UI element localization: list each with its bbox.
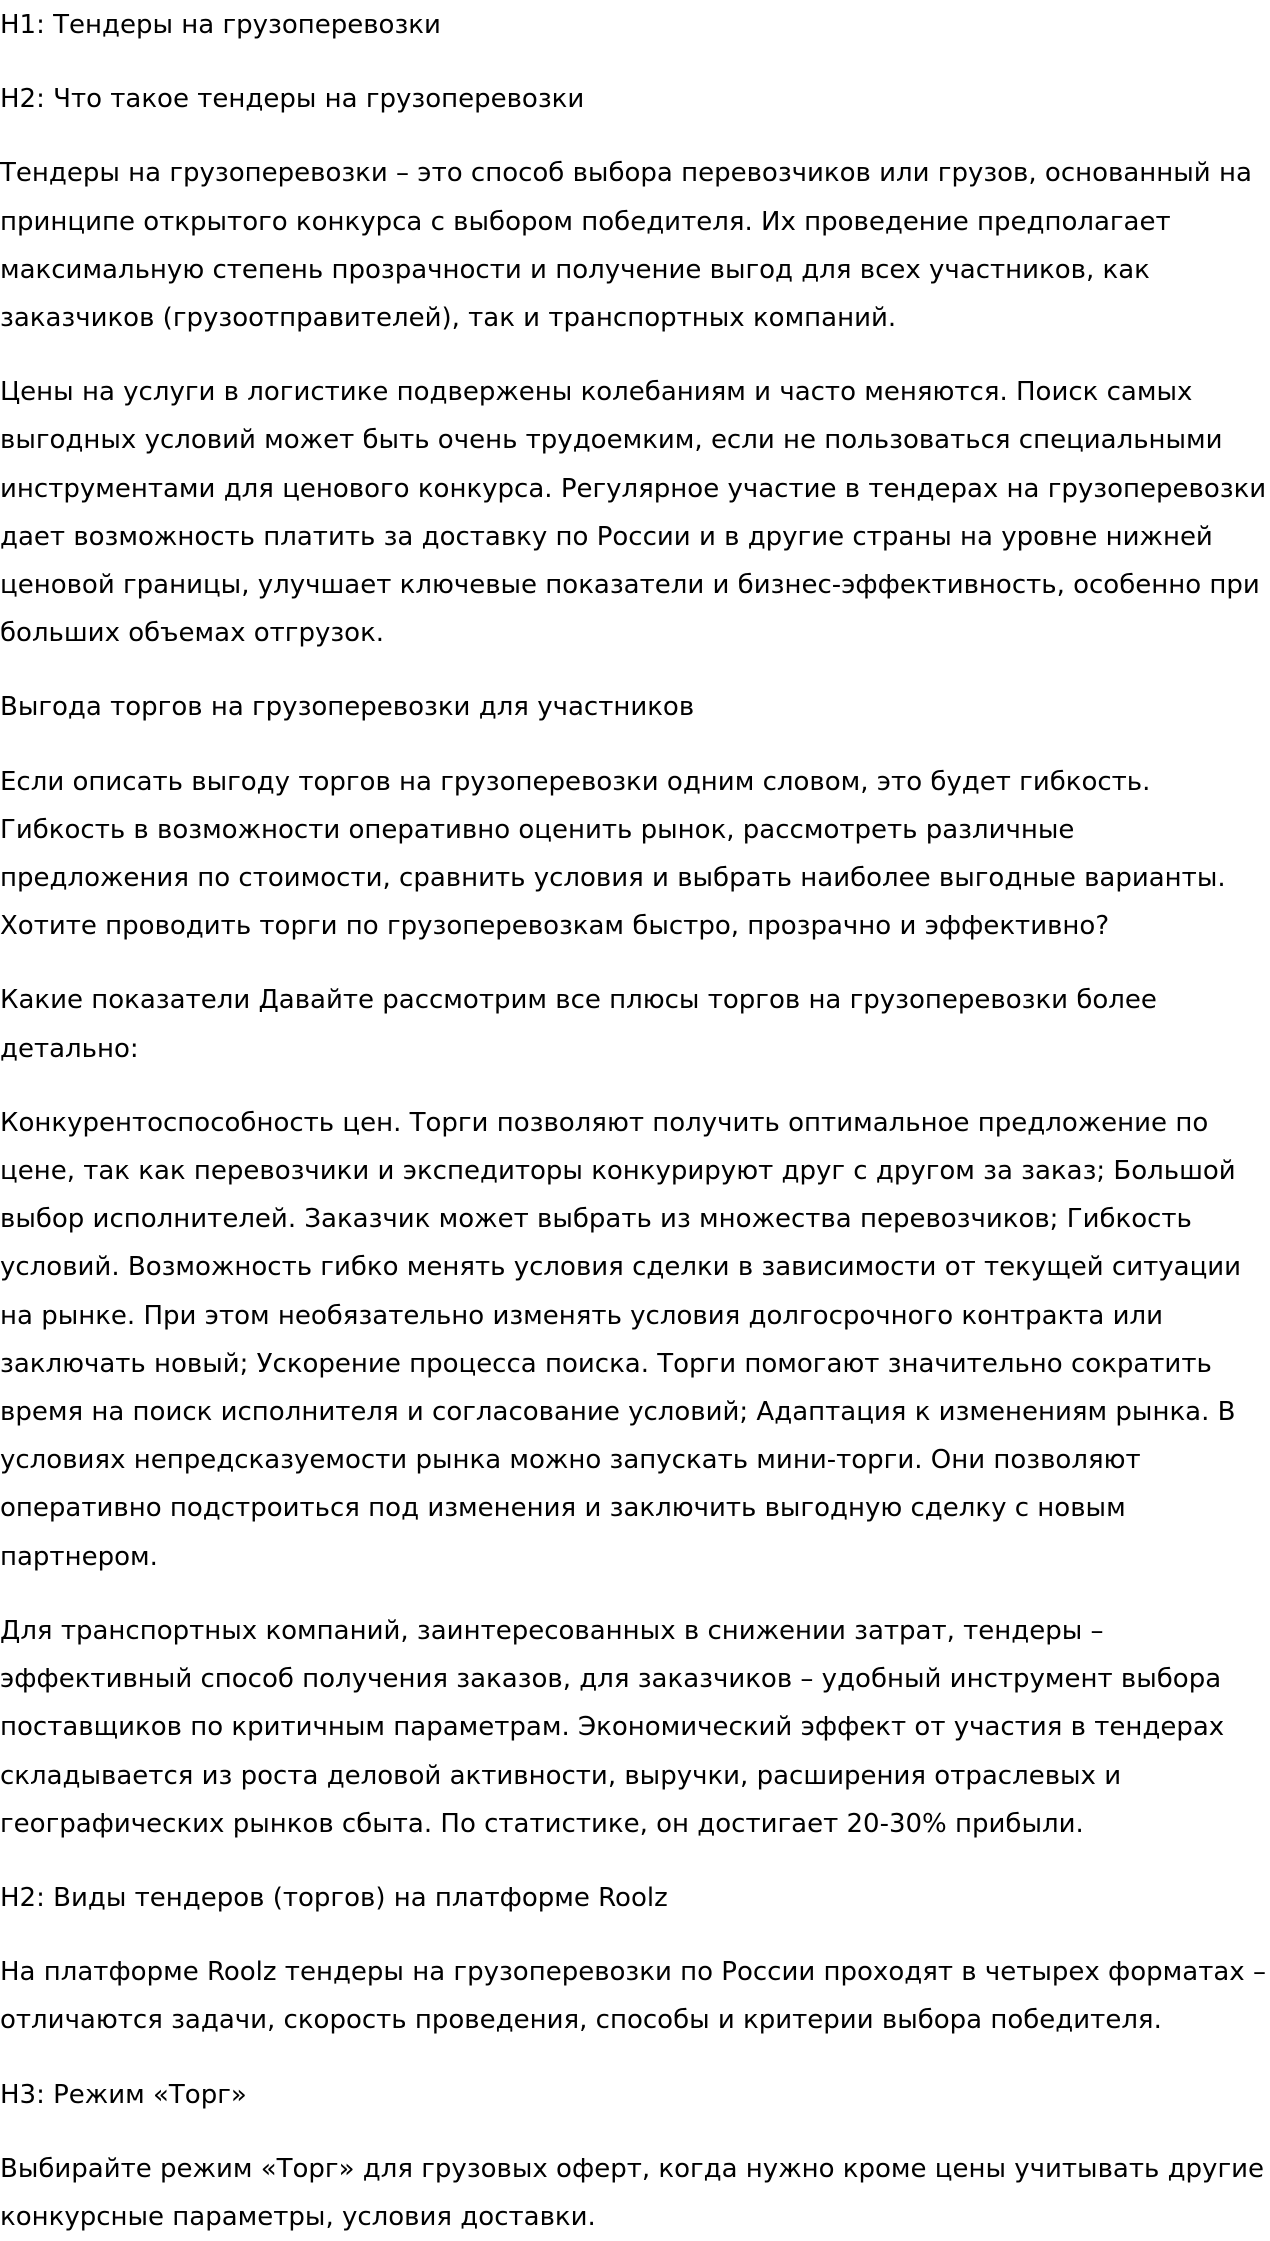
paragraph-advantages: [0, 1099, 1270, 1581]
text-line: дает возможность платить за доставку по России и в другие страны на уровне нижней: [0, 521, 1213, 552]
h2-heading-line-types: [0, 1874, 1270, 1922]
text-line: Если описать выгоду торгов на грузоперевозки одним словом, это будет гибкость.: [0, 766, 1151, 797]
h2-heading-line: [0, 75, 1270, 123]
text-line: условий. Возможность гибко менять условия сделки в зависимости от текущей ситуации: [0, 1252, 1242, 1283]
text-line: На платформе Roolz тендеры на грузоперевозки по России проходят в четырех форматах –: [0, 1957, 1266, 1988]
text-line: поставщиков по критичным параметрам. Экономический эффект от участия в тендерах: [0, 1712, 1225, 1743]
text-line: Какие показатели Давайте рассмотрим все плюсы торгов на грузоперевозки более: [0, 985, 1157, 1016]
text-line: Конкурентоспособность цен. Торги позволяют получить оптимальное предложение по: [0, 1107, 1209, 1138]
text-line: предложения по стоимости, сравнить условия и выбрать наиболее выгодные варианты.: [0, 863, 1226, 894]
paragraph-flexibility: [0, 758, 1270, 951]
text-line: условиях непредсказуемости рынка можно запускать мини-торги. Они позволяют: [0, 1445, 1141, 1476]
text-line: H2: Что такое тендеры на грузоперевозки: [0, 84, 585, 115]
text-line: Хотите проводить торги по грузоперевозкам быстро, прозрачно и эффективно?: [0, 911, 1110, 942]
text-line: больших объемах отгрузок.: [0, 618, 385, 649]
text-line: заключать новый; Ускорение процесса поиска. Торги помогают значительно сократить: [0, 1348, 1212, 1379]
text-line: партнером.: [0, 1541, 158, 1572]
text-line: Тендеры на грузоперевозки – это способ выбора перевозчиков или грузов, основанный на: [0, 158, 1252, 189]
text-line: Для транспортных компаний, заинтересованных в снижении затрат, тендеры –: [0, 1615, 1104, 1646]
text-line: Гибкость в возможности оперативно оценить рынок, рассмотреть различные: [0, 814, 1075, 845]
h1-heading-line: [0, 1, 1270, 49]
text-line: конкурсные параметры, условия доставки.: [0, 2201, 596, 2232]
text-line: выбор исполнителей. Заказчик может выбрать из множества перевозчиков; Гибкость: [0, 1204, 1192, 1235]
h3-heading-line-torg: [0, 2071, 1270, 2119]
paragraph-torg-mode: [0, 2145, 1270, 2241]
text-line: Выбирайте режим «Торг» для грузовых оферт, когда нужно кроме цены учитывать другие: [0, 2153, 1264, 2184]
text-line: инструментами для ценового конкурса. Регулярное участие в тендерах на грузоперевозки: [0, 473, 1267, 504]
text-line: H2: Виды тендеров (торгов) на платформе Roolz: [0, 1882, 668, 1913]
text-line: время на поиск исполнителя и согласование условий; Адаптация к изменениям рынка. В: [0, 1397, 1236, 1428]
text-line: цене, так как перевозчики и экспедиторы конкурируют друг с другом за заказ; Большой: [0, 1156, 1236, 1187]
paragraph-indicators: [0, 976, 1270, 1072]
paragraph-formats: [0, 1948, 1270, 2044]
paragraph-economic-effect: [0, 1607, 1270, 1848]
text-line: Выгода торгов на грузоперевозки для участников: [0, 692, 695, 723]
text-line: на рынке. При этом необязательно изменять условия долгосрочного контракта или: [0, 1300, 1164, 1331]
text-line: ценовой границы, улучшает ключевые показатели и бизнес-эффективность, особенно при: [0, 570, 1260, 601]
paragraph-prices: [0, 368, 1270, 657]
text-line: выгодных условий может быть очень трудоемким, если не пользоваться специальными: [0, 425, 1223, 456]
paragraph-definition: [0, 149, 1270, 342]
text-line: географических рынков сбыта. По статистике, он достигает 20-30% прибыли.: [0, 1808, 1084, 1839]
text-line: Цены на услуги в логистике подвержены колебаниям и часто меняются. Поиск самых: [0, 377, 1193, 408]
subheading-benefits: [0, 683, 1270, 731]
text-line: H3: Режим «Торг»: [0, 2079, 247, 2110]
text-line: оперативно подстроиться под изменения и заключить выгодную сделку с новым: [0, 1493, 1126, 1524]
text-line: детально:: [0, 1033, 139, 1064]
document-body: [0, 1, 1270, 2241]
text-line: отличаются задачи, скорость проведения, способы и критерии выбора победителя.: [0, 2005, 1162, 2036]
text-line: максимальную степень прозрачности и получение выгод для всех участников, как: [0, 254, 1150, 285]
text-line: заказчиков (грузоотправителей), так и транспортных компаний.: [0, 303, 897, 334]
text-line: складывается из роста деловой активности, выручки, расширения отраслевых и: [0, 1760, 1122, 1791]
text-line: принципе открытого конкурса с выбором победителя. Их проведение предполагает: [0, 206, 1171, 237]
text-line: H1: Тендеры на грузоперевозки: [0, 10, 441, 40]
text-line: эффективный способ получения заказов, для заказчиков – удобный инструмент выбора: [0, 1664, 1222, 1695]
